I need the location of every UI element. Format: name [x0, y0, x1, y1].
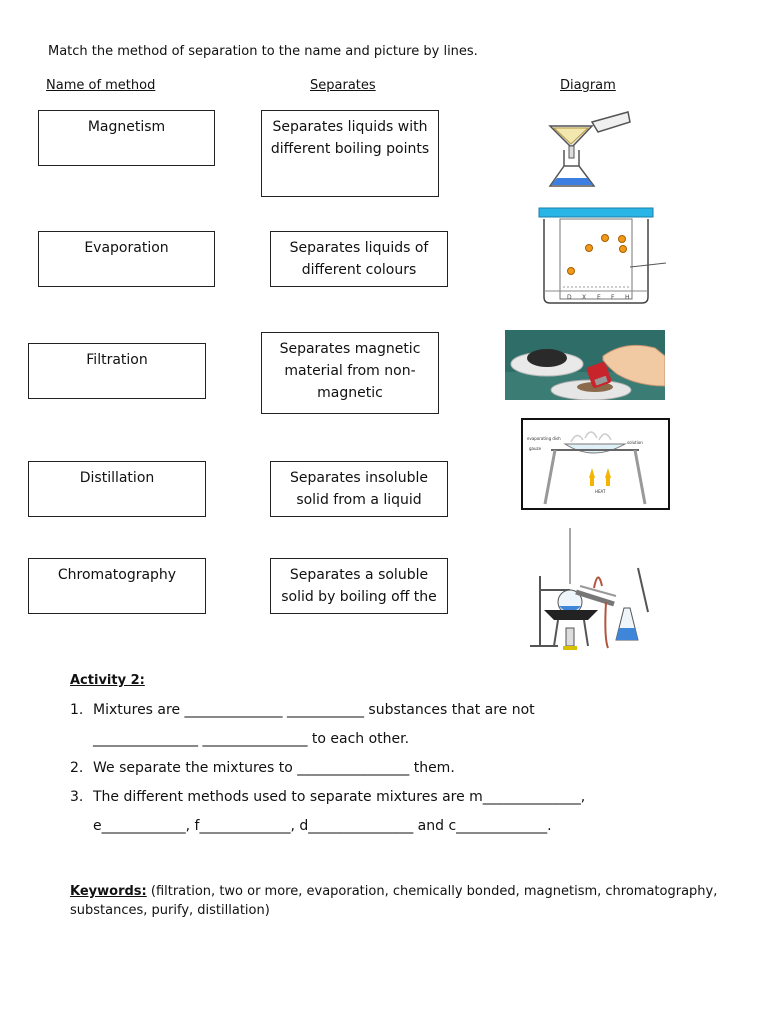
method-box-evaporation[interactable]: Evaporation	[38, 231, 215, 287]
chrom-letter: H	[625, 294, 630, 301]
method-box-magnetism[interactable]: Magnetism	[38, 110, 215, 166]
activity-title: Activity 2:	[70, 673, 145, 688]
separates-box-soluble[interactable]: Separates a soluble solid by boiling off the	[270, 558, 448, 614]
header-diagram: Diagram	[560, 78, 616, 93]
instruction: Match the method of separation to the name and picture by lines.	[48, 44, 478, 59]
chrom-letter: F	[611, 294, 615, 301]
question-3	[70, 789, 585, 805]
magnetism-photo[interactable]	[505, 330, 665, 400]
header-separates: Separates	[310, 78, 376, 93]
question-3-text-a: The different methods used to separate mixtures are m______________,	[93, 789, 586, 805]
question-1	[70, 702, 535, 718]
label-evaporating-dish: evaporating dish	[527, 436, 561, 441]
question-number: 2.	[70, 760, 84, 776]
evaporation-diagram[interactable]	[521, 418, 671, 510]
method-box-distillation[interactable]: Distillation	[28, 461, 206, 517]
keywords	[70, 882, 730, 920]
question-1-text-b: _______________ _______________ to each other.	[93, 731, 410, 747]
chrom-letter: X	[582, 294, 587, 301]
chromatography-diagram[interactable]	[530, 205, 670, 305]
chrom-letter: E	[597, 294, 601, 301]
separates-box-magnetic[interactable]: Separates magnetic material from non-magnetic	[261, 332, 439, 414]
keywords-text: (filtration, two or more, evaporation, chemically bonded, magnetism, chromatography, substances, purify, distillation)	[70, 884, 718, 918]
separates-box-colours[interactable]: Separates liquids of different colours	[270, 231, 448, 287]
header-name-of-method: Name of method	[46, 78, 156, 93]
question-number: 1.	[70, 702, 84, 718]
filtration-diagram[interactable]	[540, 108, 640, 190]
label-gauze: gauze	[529, 446, 542, 451]
question-number: 3.	[70, 789, 84, 805]
keywords-label: Keywords:	[70, 884, 147, 899]
separates-box-boiling-points[interactable]: Separates liquids with different boiling points	[261, 110, 439, 197]
method-box-filtration[interactable]: Filtration	[28, 343, 206, 399]
question-2	[70, 760, 455, 776]
question-2-text: We separate the mixtures to ________________ them.	[93, 760, 455, 776]
distillation-diagram[interactable]	[528, 528, 658, 652]
method-box-chromatography[interactable]: Chromatography	[28, 558, 206, 614]
label-solution: solution	[627, 440, 643, 445]
label-heat: HEAT	[595, 489, 606, 494]
separates-box-insoluble[interactable]: Separates insoluble solid from a liquid	[270, 461, 448, 517]
chrom-letter: D	[567, 294, 572, 301]
question-1-text-a: Mixtures are ______________ ___________ substances that are not	[93, 702, 535, 718]
question-3-text-b: e____________, f_____________, d_______________ and c_____________.	[93, 818, 552, 834]
